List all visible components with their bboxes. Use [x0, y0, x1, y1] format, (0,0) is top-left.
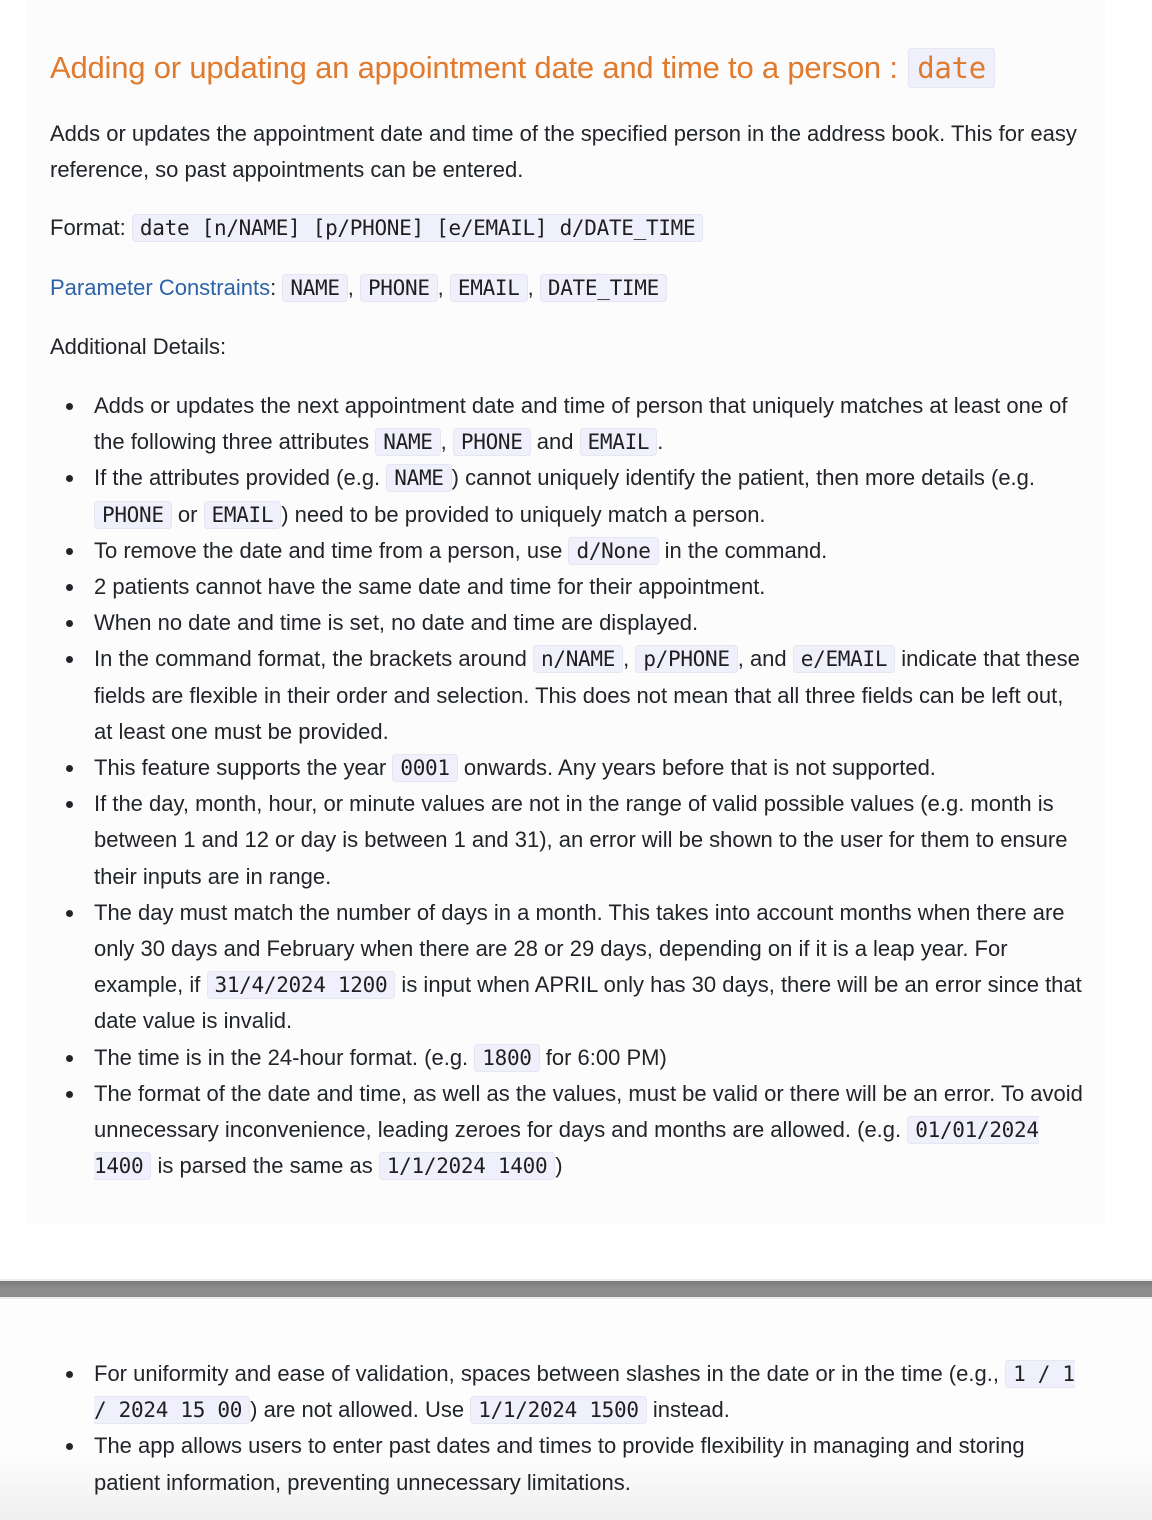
inline-code: n/NAME [533, 645, 623, 673]
constraint-email: EMAIL [450, 274, 528, 302]
bullet-icon [66, 1055, 73, 1062]
list-item: 2 patients cannot have the same date and time for their appointment. [94, 569, 1084, 605]
parameter-constraints-line: Parameter Constraints: NAME , PHONE , EMAIL , DATE_TIME [50, 270, 1090, 306]
parameter-constraints-link[interactable]: Parameter Constraints [50, 275, 271, 300]
inline-code: 31/4/2024 1200 [207, 971, 396, 999]
inline-code: 1/1/2024 1400 [379, 1152, 555, 1180]
inline-code: p/PHONE [635, 645, 737, 673]
bullet-icon [66, 403, 73, 410]
bullet-icon [66, 584, 73, 591]
inline-code: 1 / 1 / 2024 15 00 [94, 1362, 1075, 1423]
inline-code: EMAIL [204, 501, 282, 529]
section-title-text: Adding or updating an appointment date and time to a person : [50, 50, 898, 85]
additional-details-label: Additional Details: [50, 334, 227, 359]
additional-details-list [50, 388, 1084, 1184]
constraints-colon: : [270, 275, 277, 300]
list-item: If the attributes provided (e.g. NAME ) cannot uniquely identify the patient, then more details (e.g. PHONE or EMAIL ) need to be provided to uniquely match a person. [94, 460, 1084, 532]
bullet-icon [66, 765, 73, 772]
inline-code: 0001 [392, 754, 457, 782]
bullet-icon [66, 656, 73, 663]
list-item: The format of the date and time, as well as the values, must be valid or there will be an error. To avoid unnecessary inconvenience, leading zeroes for days and months are allowed. (e.g. 01/01/2024 1400 is parsed the same as 1/1/2024 1400 ) [94, 1076, 1084, 1185]
inline-code: d/None [568, 537, 658, 565]
constraint-name: NAME [282, 274, 347, 302]
inline-code: NAME [386, 464, 451, 492]
bullet-icon [66, 1443, 73, 1450]
list-item: The day must match the number of days in a month. This takes into account months when there are only 30 days and February when there are 28 or 29 days, depending on if it is a leap year. For example, if 31/4/2024 1200 is input when APRIL only has 30 days, there will be an error since that date value is invalid. [94, 895, 1084, 1040]
format-label: Format: [50, 215, 126, 240]
format-code: date [n/NAME] [p/PHONE] [e/EMAIL] d/DATE_TIME [132, 214, 703, 242]
section-description: Adds or updates the appointment date and time of the specified person in the address book. This for easy reference, so past appointments can be entered. [50, 121, 1077, 182]
section-title [50, 46, 995, 90]
inline-code: PHONE [453, 428, 531, 456]
inline-code: 01/01/2024 1400 [94, 1118, 1039, 1179]
list-item: In the command format, the brackets around n/NAME , p/PHONE , and e/EMAIL indicate that these fields are flexible in their order and selection. This does not mean that all three fields can be left out, at least one must be provided. [94, 641, 1084, 750]
constraint-date-time: DATE_TIME [540, 274, 667, 302]
inline-code: PHONE [94, 501, 172, 529]
list-item: To remove the date and time from a person, use d/None in the command. [94, 533, 1084, 569]
format-line [50, 210, 1090, 246]
bullet-icon [66, 1371, 73, 1378]
list-item: The app allows users to enter past dates and times to provide flexibility in managing and storing patient information, preventing unnecessary limitations. [94, 1428, 1084, 1500]
inline-code: EMAIL [580, 428, 658, 456]
bullet-icon [66, 801, 73, 808]
inline-code: 1800 [474, 1044, 539, 1072]
constraint-phone: PHONE [360, 274, 438, 302]
command-word-code: date [908, 48, 995, 88]
list-item: When no date and time is set, no date and time are displayed. [94, 605, 1084, 641]
bullet-icon [66, 910, 73, 917]
page-break-separator [0, 1279, 1152, 1299]
additional-details-list-continued [50, 1356, 1084, 1501]
inline-code: 1/1/2024 1500 [470, 1396, 646, 1424]
list-item: The time is in the 24-hour format. (e.g. 1800 for 6:00 PM) [94, 1040, 1084, 1076]
list-item: For uniformity and ease of validation, spaces between slashes in the date or in the time (e.g., 1 / 1 / 2024 15 00 ) are not allowed. Use 1/1/2024 1500 instead. [94, 1356, 1084, 1428]
bullet-icon [66, 1091, 73, 1098]
inline-code: e/EMAIL [793, 645, 895, 673]
list-item: This feature supports the year 0001 onwards. Any years before that is not supported. [94, 750, 1084, 786]
bullet-icon [66, 548, 73, 555]
list-item: Adds or updates the next appointment date and time of person that uniquely matches at least one of the following three attributes NAME , PHONE and EMAIL . [94, 388, 1084, 460]
list-item: If the day, month, hour, or minute values are not in the range of valid possible values (e.g. month is between 1 and 12 or day is between 1 and 31), an error will be shown to the user for them to ensure their inputs are in range. [94, 786, 1084, 895]
inline-code: NAME [375, 428, 440, 456]
bullet-icon [66, 475, 73, 482]
bullet-icon [66, 620, 73, 627]
